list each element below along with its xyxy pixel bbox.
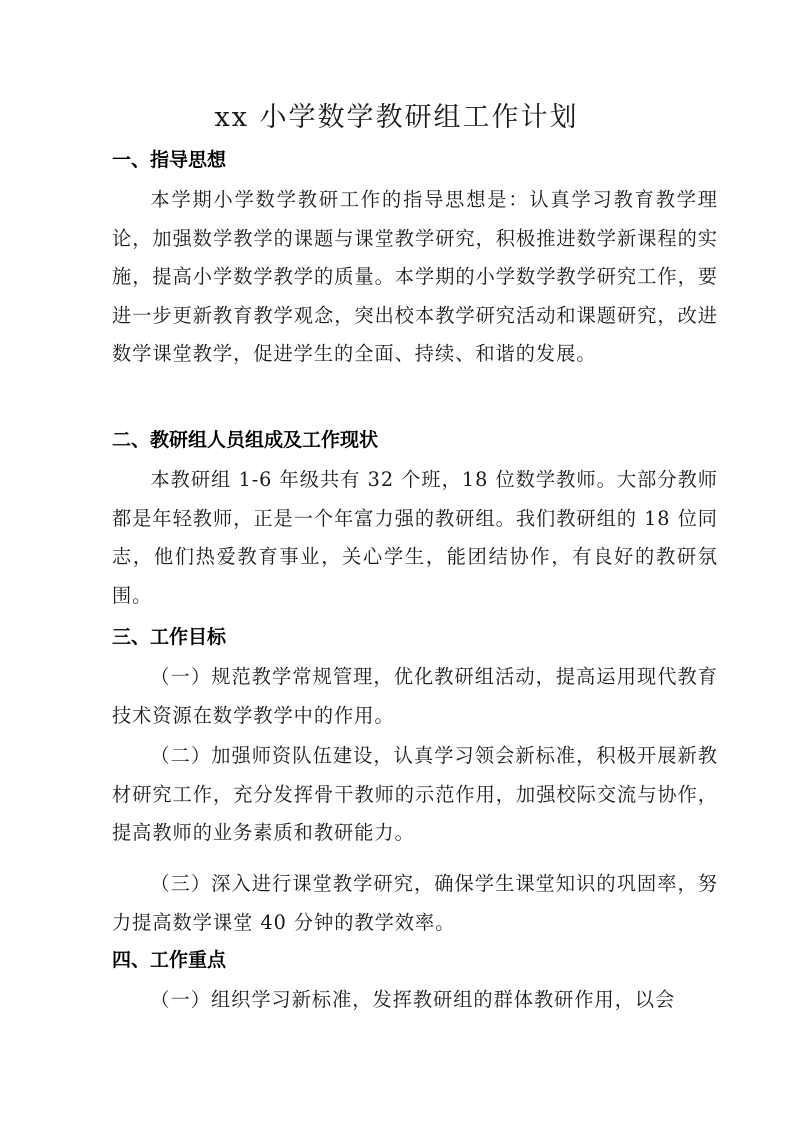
section-heading-4: 四、工作重点 [112, 949, 227, 971]
section-1-paragraph-1: 本学期小学数学教研工作的指导思想是：认真学习教育教学理论，加强数学教学的课题与课堂教学研究，积极推进数学新课程的实施，提高小学数学教学的质量。本学期的小学数学教学研究工作，要进一步更新教育教学观念，突出校本教学研究活动和课题研究，改进数学课堂教学，促进学生的全面、持续、和谐的发展。 [112, 188, 718, 366]
section-heading-1: 一、指导思想 [112, 149, 227, 171]
section-heading-2: 二、教研组人员组成及工作现状 [112, 429, 379, 451]
section-4-paragraph-1: （一）组织学习新标准，发挥教研组的群体教研作用，以会 [150, 988, 676, 1011]
section-3-paragraph-3: （三）深入进行课堂教学研究，确保学生课堂知识的巩固率，努力提高数学课堂 40 分钟的教学效率。 [112, 872, 718, 934]
document-title: xx 小学数学教研组工作计划 [214, 102, 579, 133]
section-3-paragraph-2: （二）加强师资队伍建设，认真学习领会新标准，积极开展新教材研究工作，充分发挥骨干教师的示范作用，加强校际交流与协作，提高教师的业务素质和教研能力。 [112, 744, 718, 845]
section-heading-3: 三、工作目标 [112, 626, 227, 648]
section-3-paragraph-1: （一）规范教学常规管理，优化教研组活动，提高运用现代教育技术资源在数学教学中的作用。 [112, 665, 718, 727]
section-2-paragraph-1: 本教研组 1-6 年级共有 32 个班，18 位数学教师。大部分教师都是年轻教师，正是一个年富力强的教研组。我们教研组的 18 位同志，他们热爱教育事业，关心学生，能团结协作，有良好的教研氛围。 [112, 468, 718, 607]
